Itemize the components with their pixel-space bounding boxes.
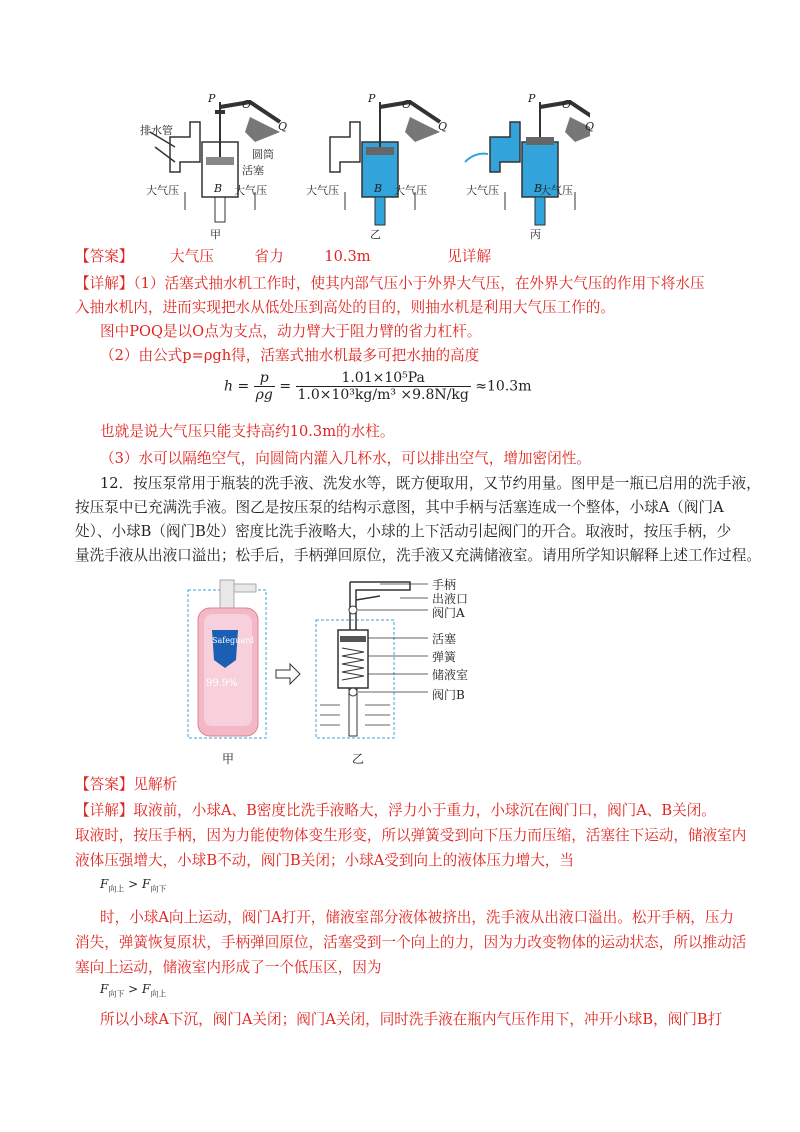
label-atm-right-2: 大气压 xyxy=(394,184,427,197)
label-atm-left-1: 大气压 xyxy=(146,184,179,197)
answer1-item-2: 省力 xyxy=(254,248,284,265)
formula-frac1 xyxy=(254,370,275,403)
formula-frac2 xyxy=(296,370,471,403)
label-q-3: Q xyxy=(585,120,595,133)
ineq1-a: F xyxy=(100,877,109,891)
label-q-2: Q xyxy=(438,120,448,133)
label-p-1: P xyxy=(208,92,216,105)
answer2-line xyxy=(75,775,755,795)
label-p-3: P xyxy=(528,92,536,105)
detail1-line2: 入抽水机内，进而实现把水从低处压到高处的目的，则抽水机是利用大气压工作的。 xyxy=(75,299,615,316)
ineq2-a-sub: 向下 xyxy=(108,989,125,999)
detail2-l7: 所以小球A下沉，阀门A关闭；阀门A关闭，同时洗手液在瓶内气压作用下，冲开小球B，阀门B打 xyxy=(100,1011,723,1028)
label-drain-pipe: 排水管 xyxy=(140,124,173,137)
label-ball-b-1: B xyxy=(214,182,223,195)
formula-frac1-den: ρg xyxy=(255,387,273,403)
caption-schematic-yi: 乙 xyxy=(352,752,365,766)
detail2-l6: 塞向上运动，储液室内形成了一个低压区，因为 xyxy=(75,959,382,976)
ineq1-a-sub: 向上 xyxy=(108,884,125,894)
ineq2-b: F xyxy=(142,982,151,996)
formula-frac2-den: 1.0×10³kg/m³ ×9.8N/kg xyxy=(297,387,469,403)
formula-frac2-num: 1.01×10⁵Pa xyxy=(296,370,471,387)
detail2-l1: 取液前，小球A、B密度比洗手液略大，浮力小于重力，小球沉在阀门口，阀门A、B关闭。 xyxy=(133,802,716,819)
caption-jia: 甲 xyxy=(210,228,221,241)
answer1-line xyxy=(75,247,755,267)
formula-frac1-num: p xyxy=(254,370,275,387)
label-p-2: P xyxy=(368,92,376,105)
ineq1-b-sub: 向下 xyxy=(150,884,167,894)
ineq2-op: > xyxy=(124,982,143,996)
inequality-2 xyxy=(100,982,166,999)
detail2-l4: 时，小球A向上运动，阀门A打开，储液室部分液体被挤出，洗手液从出液口溢出。松开手柄，压力 xyxy=(100,909,735,926)
detail1-p5: （3）水可以隔绝空气，向圆筒内灌入几杯水，可以排出空气，增加密闭性。 xyxy=(100,450,591,467)
label-cylinder: 圆筒 xyxy=(252,148,274,161)
detail2-l2: 取液时，按压手柄，因为力能使物体变生形变，所以弹簧受到向下压力而压缩，活塞往下运动，储液室内 xyxy=(75,827,747,844)
detail1-tag: 【详解】 xyxy=(75,275,134,292)
label-q-1: Q xyxy=(278,120,288,133)
formula-height xyxy=(224,370,531,403)
formula-eq: = xyxy=(279,378,292,395)
detail1-p4: 也就是说大气压只能支持高约10.3m的水柱。 xyxy=(100,423,395,440)
bottle-brand-text: Safeguard xyxy=(212,636,254,645)
press-pump-svg xyxy=(180,570,530,768)
caption-bing: 丙 xyxy=(530,228,541,241)
q12-line1: 12．按压泵常用于瓶装的洗手液、洗发水等，既方便取用，又节约用量。图甲是一瓶已启用的洗手液， xyxy=(100,475,761,492)
detail2-tag: 【详解】 xyxy=(75,802,134,819)
answer2-text: 见解析 xyxy=(133,776,178,793)
label-piston-2: 活塞 xyxy=(432,632,457,646)
label-valve-a: 阀门A xyxy=(432,606,465,620)
q12-line4: 量洗手液从出液口溢出；松手后，手柄弹回原位，洗手液又充满储液室。请用所学知识解释上述工作过程。 xyxy=(75,547,761,564)
answer1-item-3: 10.3m xyxy=(324,248,371,265)
ineq2-b-sub: 向上 xyxy=(150,989,167,999)
detail2-l3: 液体压强增大，小球B不动，阀门B关闭；小球A受到向上的液体压力增大，当 xyxy=(75,852,574,869)
label-handle: 手柄 xyxy=(432,578,457,592)
q12-line3: 处）、小球B（阀门B处）密度比洗手液略大，小球的上下活动引起阀门的开合。取液时，按压手柄，少 xyxy=(75,523,732,540)
answer1-tag: 【答案】 xyxy=(75,248,134,265)
inequality-1 xyxy=(100,877,166,894)
label-o-3: O xyxy=(562,98,572,111)
ineq2-a: F xyxy=(100,982,109,996)
label-o-1: O xyxy=(242,98,252,111)
label-atm-right-3: 大气压 xyxy=(540,184,573,197)
detail1-p1-line1: （1）活塞式抽水机工作时，使其内部气压小于外界大气压，在外界大气压的作用下将水压 xyxy=(133,275,705,292)
ineq1-b: F xyxy=(142,877,151,891)
label-o-2: O xyxy=(402,98,412,111)
label-piston: 活塞 xyxy=(242,164,264,177)
label-valve-b: 阀门B xyxy=(432,688,465,702)
label-storage: 储液室 xyxy=(432,668,469,682)
label-outlet: 出液口 xyxy=(432,592,469,606)
formula-result: ≈10.3m xyxy=(475,378,532,395)
formula-lhs: h = xyxy=(224,378,250,395)
label-ball-b-3: B xyxy=(534,182,543,195)
pump-diagram-yi xyxy=(330,102,440,225)
caption-bottle-jia: 甲 xyxy=(222,752,235,766)
label-ball-b-2: B xyxy=(374,182,383,195)
pump-diagram-bing xyxy=(465,102,590,225)
answer1-item-1: 大气压 xyxy=(170,248,214,265)
detail2-l5: 消失，弹簧恢复原状，手柄弹回原位，活塞受到一个向上的力，因为力改变物体的运动状态，所以推动活 xyxy=(75,934,747,951)
bottle-percent-text: 99.9% xyxy=(206,678,238,689)
detail1-p3: （2）由公式p=ρgh得，活塞式抽水机最多可把水抽的高度 xyxy=(100,347,480,364)
pump-diagram-figure xyxy=(130,92,595,242)
ineq1-op: > xyxy=(124,877,143,891)
label-atm-left-2: 大气压 xyxy=(306,184,339,197)
detail1-p2: 图中POQ是以O点为支点，动力臂大于阻力臂的省力杠杆。 xyxy=(100,323,482,340)
label-atm-right-1: 大气压 xyxy=(234,184,267,197)
press-pump-figure xyxy=(180,570,530,768)
pump-diagrams-svg xyxy=(130,92,590,242)
caption-yi: 乙 xyxy=(370,228,381,241)
label-spring: 弹簧 xyxy=(432,650,457,664)
q12-line2: 按压泵中已充满洗手液。图乙是按压泵的结构示意图，其中手柄与活塞连成一个整体，小球A（阀门A xyxy=(75,499,724,516)
detail2-line1 xyxy=(75,801,755,821)
answer2-tag: 【答案】 xyxy=(75,776,134,793)
label-atm-left-3: 大气压 xyxy=(466,184,499,197)
answer1-item-4: 见详解 xyxy=(447,248,492,265)
detail1-line1 xyxy=(75,274,755,294)
